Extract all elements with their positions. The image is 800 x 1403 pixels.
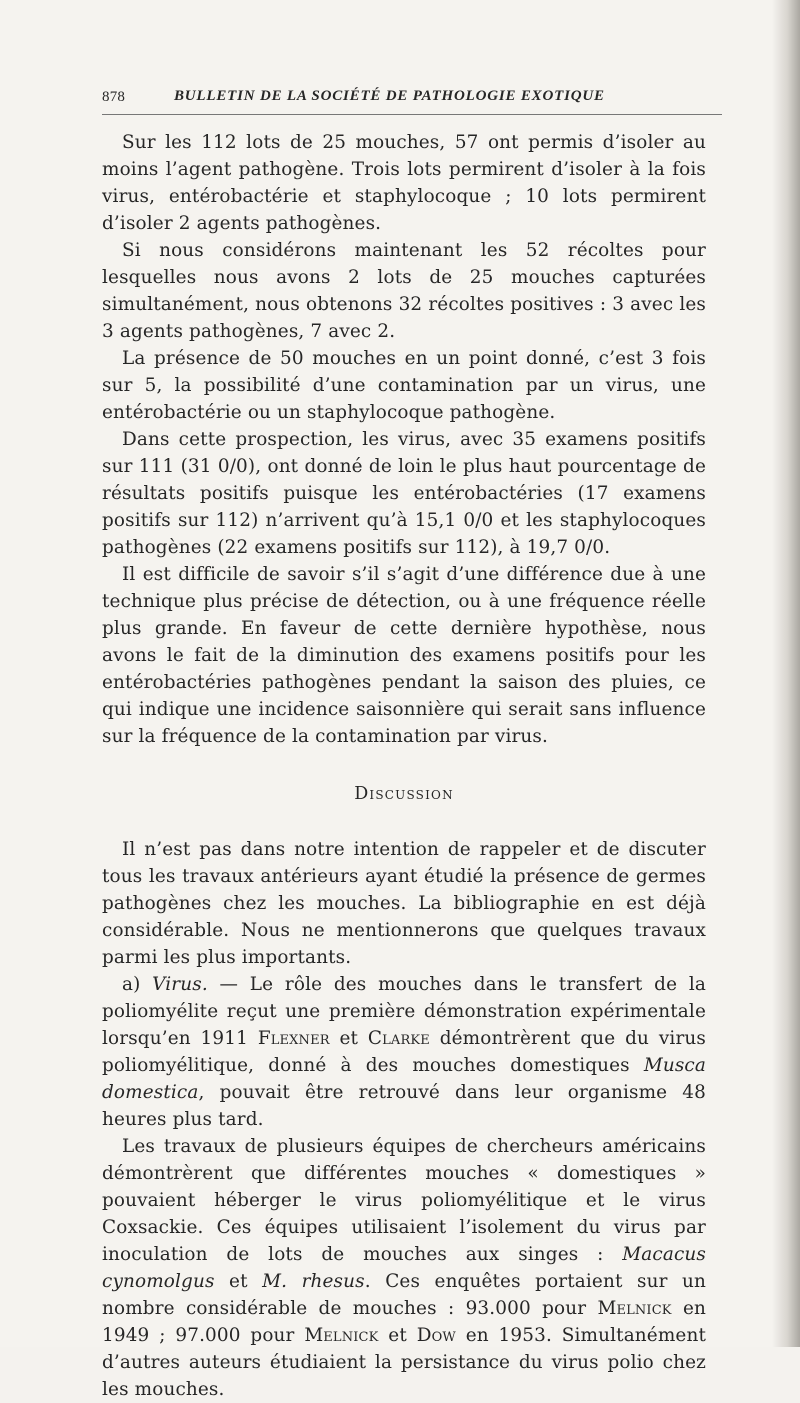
american-text-1: Les travaux de plusieurs équipes de chercheurs américains démontrèrent que différentes mouches « domestiques » pouvaient héberger le virus poliomyélitique et le virus Coxsackie. Ces équipes utilisaient l’isolement du virus par inoculation de lots de mouches aux singes : xyxy=(102,1136,706,1265)
virus-text-4: , pouvait être retrouvé dans leur organisme 48 heures plus tard. xyxy=(102,1082,706,1130)
author-clarke: Clarke xyxy=(367,1028,430,1049)
virus-heading: Virus. xyxy=(152,974,208,995)
species-musca-domestica: Musca domestica xyxy=(102,1055,706,1103)
author-dow: Dow xyxy=(416,1325,456,1346)
american-text-5: et xyxy=(378,1325,417,1346)
paragraph-5: Il est difficile de savoir s’il s’agit d’une différence due à une technique plus précise de détection, ou à une fréquence réelle plus grande. En faveur de cette dernière hypothèse, nous avons le fait de la diminution des examens positifs pour les entérobactéries pathogènes pendant la saison des pluies, ce qui indique une incidence saisonnière qui serait sans influence sur la fréquence de la contamination par virus. xyxy=(102,564,706,747)
american-text-6: en 1953. Simultanément d’autres auteurs étudiaient la persistance du virus polio chez les mouches. xyxy=(102,1325,706,1400)
header-rule xyxy=(102,114,722,115)
paragraph-2: Si nous considérons maintenant les 52 récoltes pour lesquelles nous avons 2 lots de 25 mouches capturées simultanément, nous obtenons 32 récoltes positives : 3 avec les 3 agents pathogènes, 7 avec 2. xyxy=(102,240,706,342)
running-head: BULLETIN DE LA SOCIÉTÉ DE PATHOLOGIE EXOTIQUE xyxy=(174,88,605,104)
virus-text-1: — Le rôle des mouches dans le transfert de la poliomyélite reçut une première démonstration expérimentale lorsqu’en 1911 xyxy=(102,974,706,1049)
page-number: 878 xyxy=(102,89,126,105)
american-text-4: en 1949 ; 97.000 pour xyxy=(102,1298,706,1346)
american-text-3: . Ces enquêtes portaient sur un nombre considérable de mouches : 93.000 pour xyxy=(102,1271,706,1319)
virus-text-3: démontrèrent que du virus poliomyélitique, donné à des mouches domestiques xyxy=(102,1028,706,1076)
species-macacus-cynomolgus: Macacus cynomolgus xyxy=(102,1244,706,1292)
author-melnick-1949: Melnick xyxy=(597,1298,672,1319)
species-m-rhesus: M. rhesus xyxy=(262,1271,365,1292)
discussion-heading: Discussion xyxy=(354,784,454,804)
author-flexner: Flexner xyxy=(257,1028,330,1049)
page-edge-shadow xyxy=(772,0,800,1347)
virus-text-2: et xyxy=(329,1028,368,1049)
paragraph-3: La présence de 50 mouches en un point donné, c’est 3 fois sur 5, la possibilité d’une contamination par un virus, une entérobactérie ou un staphylocoque pathogène. xyxy=(102,348,706,423)
article-body xyxy=(102,129,706,1403)
american-text-2: et xyxy=(214,1271,263,1292)
discussion-paragraph-1: Il n’est pas dans notre intention de rappeler et de discuter tous les travaux antérieurs ayant étudié la présence de germes pathogènes chez les mouches. La bibliographie en est déjà considérable. Nous ne mentionnerons que quelques travaux parmi les plus importants. xyxy=(102,839,706,968)
paragraph-4: Dans cette prospection, les virus, avec 35 examens positifs sur 111 (31 0/0), ont donné de loin le plus haut pourcentage de résultats positifs puisque les entérobactéries (17 examens positifs sur 112) n’arrivent qu’à 15,1 0/0 et les staphylocoques pathogènes (22 examens positifs sur 112), à 19,7 0/0. xyxy=(102,429,706,558)
virus-prefix: a) xyxy=(122,974,153,995)
discussion-paragraph-american-teams xyxy=(102,1133,706,1403)
paragraph-1: Sur les 112 lots de 25 mouches, 57 ont permis d’isoler au moins l’agent pathogène. Trois lots permirent d’isoler à la fois virus, entérobactérie et staphylocoque ; 10 lots permirent d’isoler 2 agents pathogènes. xyxy=(102,132,706,234)
discussion-paragraph-virus xyxy=(102,971,706,1133)
author-melnick-1953: Melnick xyxy=(304,1325,379,1346)
page-header xyxy=(102,84,668,112)
